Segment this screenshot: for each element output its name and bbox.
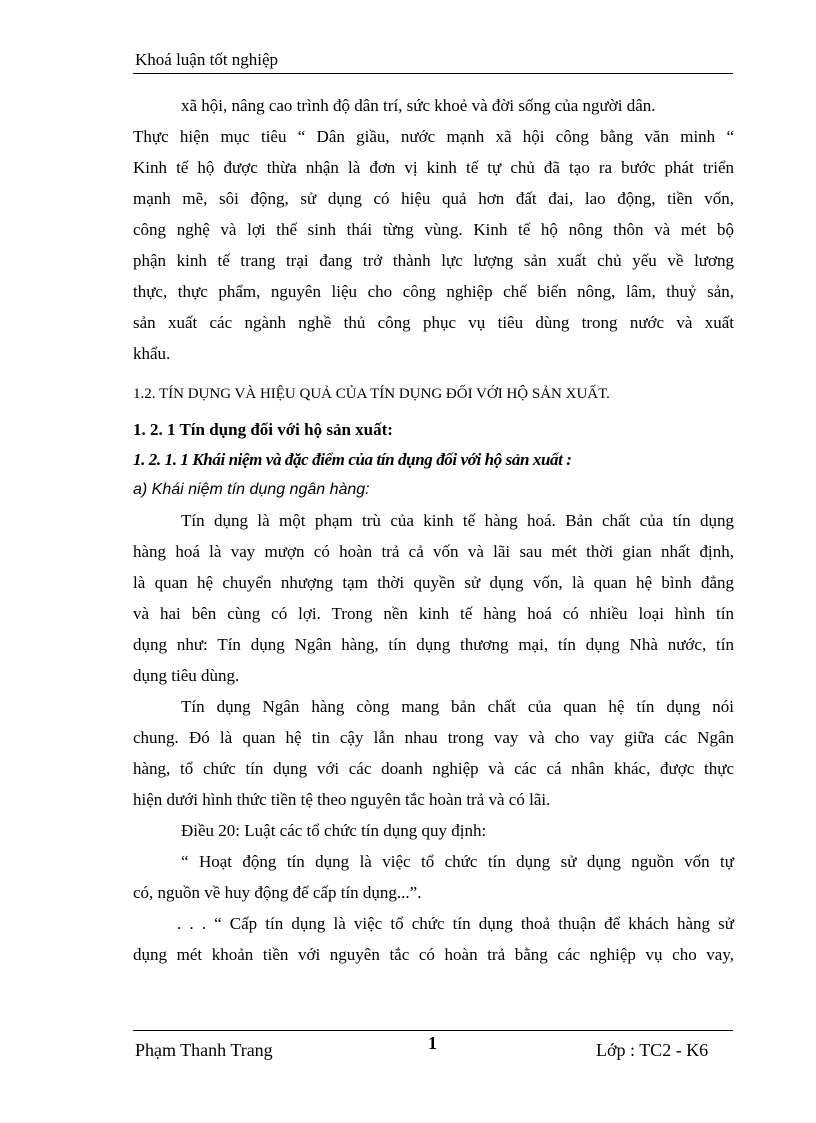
text-line: xã hội, nâng cao trình độ dân trí, sức khoẻ và đời sống của người dân.: [181, 96, 656, 115]
page-number: 1: [428, 1033, 437, 1053]
paragraph-2: [133, 505, 734, 691]
text-line: dụng tiêu dùng.: [133, 666, 240, 685]
text-line: dụng như: Tín dụng Ngân hàng, tín dụng thương mại, tín dụng Nhà nước, tín: [133, 635, 734, 654]
text-line: Kinh tế hộ được thừa nhận là đơn vị kinh tế tự chủ đã tạo ra bước phát triển: [133, 158, 734, 177]
item-heading: a) Khái niệm tín dụng ngân hàng:: [133, 481, 370, 498]
document-body: [133, 90, 734, 970]
text-line: là quan hệ chuyển nhượng tạm thời quyền sử dụng vốn, là quan hệ bình đẳng: [133, 573, 734, 592]
paragraph-3: [133, 691, 734, 815]
text-line: Thực hiện mục tiêu “ Dân giầu, nước mạnh xã hội công bằng văn minh “: [133, 127, 734, 146]
section-heading: 1.2. TÍN DỤNG VÀ HIỆU QUẢ CỦA TÍN DỤNG ĐỐI VỚI HỘ SẢN XUẤT.: [133, 386, 610, 402]
text-line: chung. Đó là quan hệ tin cậy lẫn nhau trong vay và cho vay giữa các Ngân: [133, 728, 734, 747]
footer-divider: [133, 1030, 733, 1031]
paragraph-6: [133, 908, 734, 970]
paragraph-1: [133, 90, 734, 121]
subsubsection-heading: 1. 2. 1. 1 Khái niệm và đặc điểm của tín dụng đối với hộ sản xuất :: [133, 450, 572, 469]
text-line: . . . “ Cấp tín dụng là việc tổ chức tín dụng thoả thuận để khách hàng sử: [177, 914, 734, 933]
text-line: hàng hoá là vay mượn có hoàn trả cả vốn và lãi sau mét thời gian nhất định,: [133, 542, 734, 561]
header-divider: [133, 73, 733, 74]
text-line: và hai bên cùng có lợi. Trong nền kinh tế hàng hoá có nhiều loại hình tín: [133, 604, 734, 623]
footer-author: Phạm Thanh Trang: [135, 1040, 273, 1060]
text-line: hiện dưới hình thức tiền tệ theo nguyên tắc hoàn trả và có lãi.: [133, 790, 551, 809]
text-line: “ Hoạt động tín dụng là việc tổ chức tín dụng sử dụng nguồn vốn tự: [181, 852, 734, 871]
text-line: Tín dụng là một phạm trù của kinh tế hàng hoá. Bản chất của tín dụng: [181, 511, 734, 530]
text-line: sản xuất các ngành nghề thủ công phục vụ tiêu dùng trong nước và xuất: [133, 313, 734, 332]
text-line: hàng, tổ chức tín dụng với các doanh nghiệp và các cá nhân khác, được thực: [133, 759, 734, 778]
paragraph-1-continued: [133, 121, 734, 369]
page-header-title: Khoá luận tốt nghiệp: [135, 50, 279, 69]
text-line: thực, thực phẩm, nguyên liệu cho công nghiệp chế biến nông, lâm, thuỷ sản,: [133, 282, 734, 301]
text-line: có, nguồn về huy động để cấp tín dụng...”.: [133, 883, 422, 902]
footer-class-label: Lớp : TC2 - K6: [596, 1040, 709, 1060]
paragraph-4: [133, 815, 734, 846]
text-line: khẩu.: [133, 344, 171, 363]
text-line: phận kinh tế trang trại đang trở thành lực lượng sản xuất chủ yếu về lương: [133, 251, 734, 270]
text-line: Tín dụng Ngân hàng còng mang bản chất của quan hệ tín dụng nói: [181, 697, 734, 716]
subsection-heading: 1. 2. 1 Tín dụng đối với hộ sản xuất:: [133, 420, 393, 439]
text-line: Điều 20: Luật các tổ chức tín dụng quy định:: [181, 821, 487, 840]
text-line: dụng mét khoản tiền với nguyên tắc có hoàn trả bằng các nghiệp vụ cho vay,: [133, 945, 734, 964]
text-line: mạnh mẽ, sôi động, sử dụng có hiệu quả hơn đất đai, lao động, tiền vốn,: [133, 189, 734, 208]
text-line: công nghệ và lợi thế sinh thái từng vùng. Kinh tế hộ nông thôn và mét bộ: [133, 220, 734, 239]
paragraph-5: [133, 846, 734, 908]
